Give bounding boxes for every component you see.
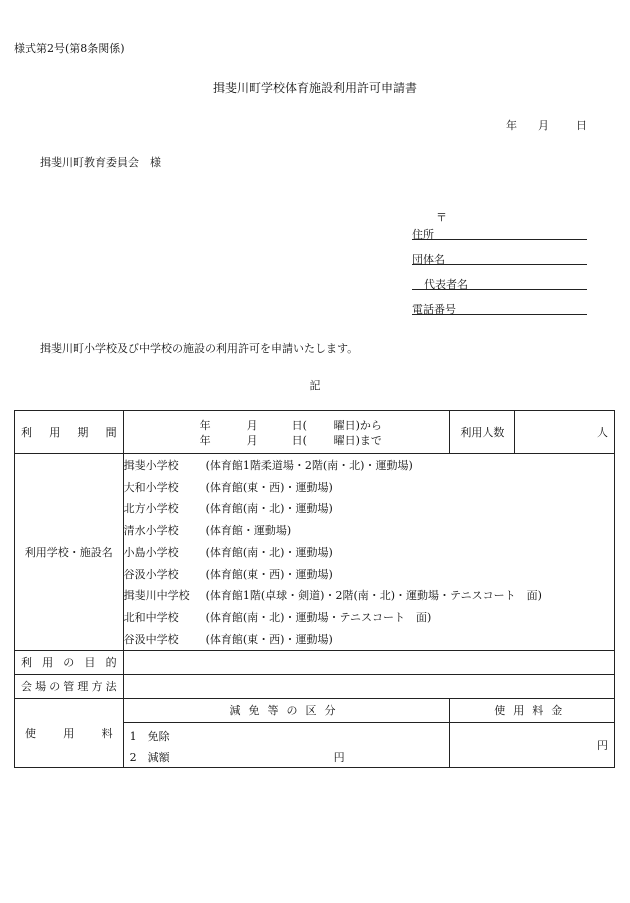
- date-day: 日: [576, 119, 587, 132]
- management-field[interactable]: [123, 674, 614, 698]
- school-option[interactable]: 谷汲小学校 (体育館(東・西)・運動場): [123, 567, 333, 581]
- address-field[interactable]: [412, 239, 587, 240]
- page-title: 揖斐川町学校体育施設利用許可申請書: [212, 81, 417, 95]
- period-field[interactable]: 年 月 日( 曜日)から 年 月 日( 曜日)まで: [123, 411, 450, 454]
- period-label: 利 用 期 間: [15, 411, 124, 454]
- fee-header-row: [15, 698, 615, 722]
- school-option[interactable]: 小島小学校 (体育館(南・北)・運動場): [123, 545, 333, 559]
- users-field[interactable]: [515, 411, 615, 454]
- application-date: [506, 117, 587, 133]
- organization-label: 団体名: [412, 253, 445, 266]
- school-option[interactable]: 大和小学校 (体育館(東・西)・運動場): [123, 480, 333, 494]
- fee-header: 使用料金: [450, 698, 615, 722]
- phone-label: 電話番号: [412, 303, 456, 316]
- school-option[interactable]: 揖斐川中学校 (体育館1階(卓球・剣道)・2階(南・北)・運動場・テニスコート 面): [123, 589, 542, 603]
- representative-label: 代表者名: [424, 278, 468, 291]
- date-month: 月: [538, 119, 549, 132]
- reduction-header: 減免等の区分: [123, 698, 450, 722]
- purpose-row: [15, 650, 615, 674]
- users-unit: 人: [597, 426, 608, 439]
- school-list: [123, 454, 614, 651]
- request-text: 揖斐川町小学校及び中学校の施設の利用許可を申請いたします。: [40, 342, 359, 355]
- management-label: 会 場 の 管 理 方 法: [15, 674, 124, 698]
- period-row: [15, 411, 615, 454]
- addressee: 揖斐川町教育委員会 様: [40, 156, 161, 169]
- address-label: 住所: [412, 228, 434, 241]
- reduction-option[interactable]: 2 減額: [129, 750, 170, 764]
- postal-mark: 〒: [436, 211, 447, 224]
- management-row: [15, 674, 615, 698]
- school-option[interactable]: 揖斐小学校 (体育館1階柔道場・2階(南・北)・運動場): [123, 458, 413, 472]
- reduction-yen: 円: [333, 750, 345, 764]
- date-year: 年: [506, 119, 517, 132]
- school-row: [15, 454, 615, 651]
- organization-field[interactable]: [412, 264, 587, 265]
- school-option[interactable]: 北和中学校 (体育館(南・北)・運動場・テニスコート 面): [123, 611, 432, 625]
- phone-field[interactable]: [412, 314, 587, 315]
- ki-heading: 記: [309, 379, 321, 392]
- purpose-field[interactable]: [123, 650, 614, 674]
- form-number: 様式第2号(第8条関係): [14, 42, 125, 55]
- school-label: 利用学校・施設名: [15, 454, 124, 651]
- application-table: [14, 410, 615, 768]
- users-label: 利用人数: [450, 411, 515, 454]
- school-option[interactable]: 谷汲中学校 (体育館(東・西)・運動場): [123, 632, 333, 646]
- fee-label: 使 用 料: [15, 698, 124, 767]
- exemption-option[interactable]: 1 免除: [129, 729, 170, 743]
- school-option[interactable]: 北方小学校 (体育館(南・北)・運動場): [123, 502, 333, 516]
- school-option[interactable]: 清水小学校 (体育館・運動場): [123, 524, 292, 538]
- fee-yen: 円: [597, 738, 608, 752]
- representative-field[interactable]: [412, 289, 587, 290]
- fee-amount-field[interactable]: [450, 722, 615, 767]
- purpose-label: 利 用 の 目 的: [15, 650, 124, 674]
- reduction-cell: [123, 722, 450, 767]
